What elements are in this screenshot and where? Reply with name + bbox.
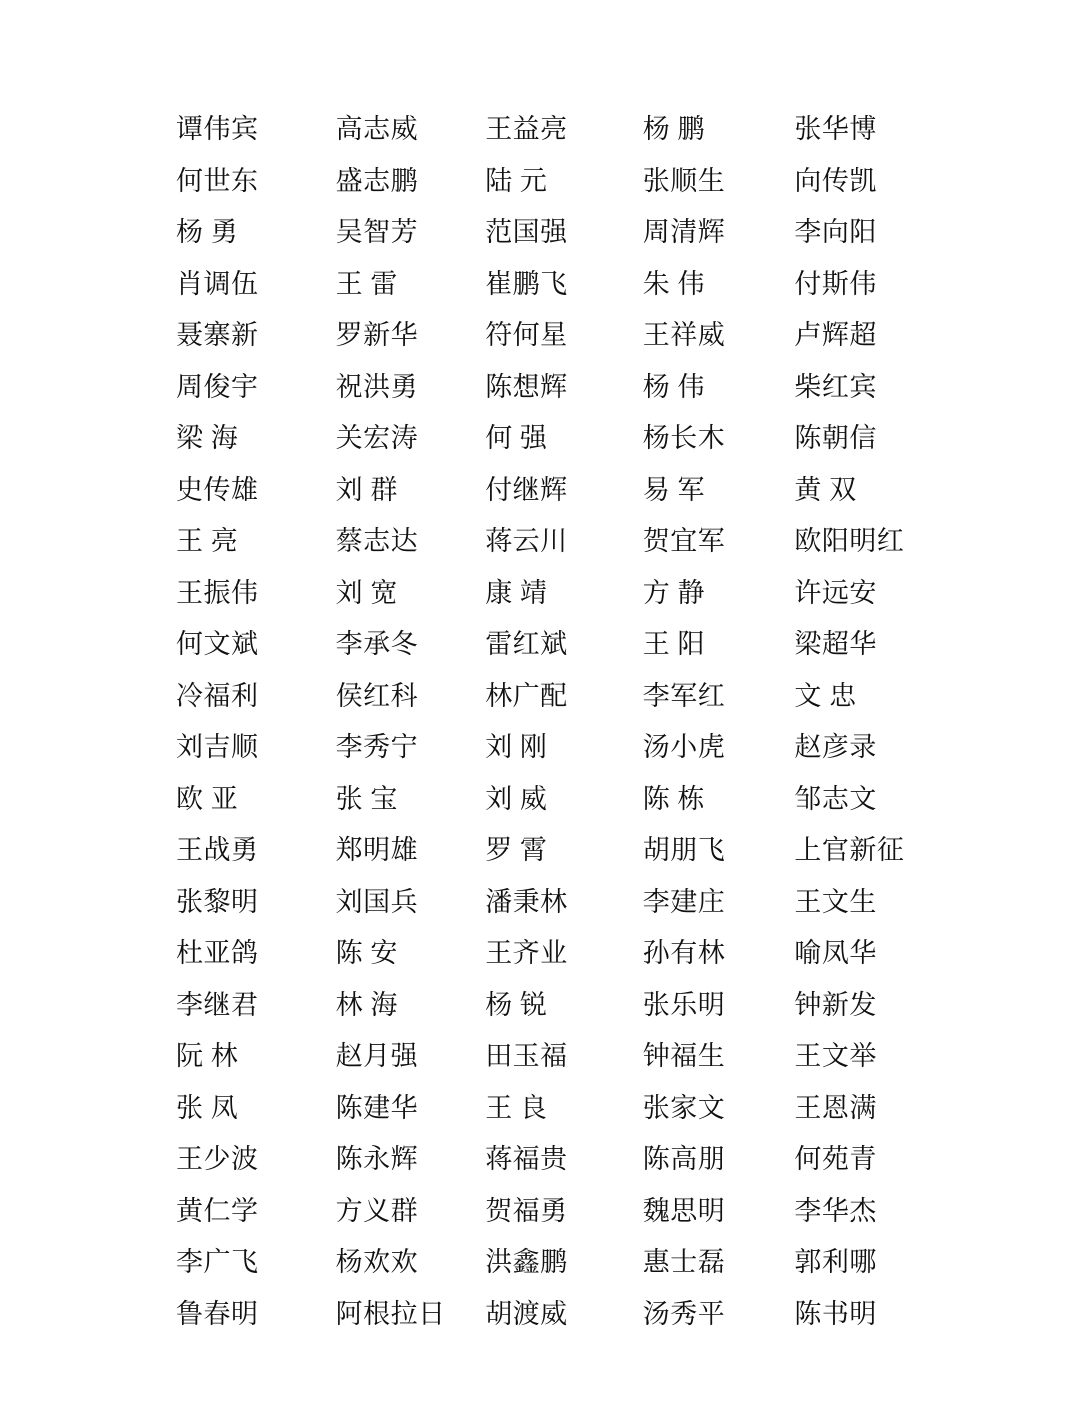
name-cell: 王 良 (485, 1092, 548, 1123)
name-cell: 杨 鹏 (642, 114, 706, 144)
name-cell: 黄 双 (794, 474, 857, 505)
name-cell: 周清辉 (642, 217, 726, 247)
name-cell: 蒋云川 (485, 526, 568, 556)
name-cell: 王齐业 (485, 938, 568, 968)
name-cell: 邹志文 (794, 783, 877, 814)
name-cell: 何文斌 (176, 629, 259, 659)
name-cell: 冷福利 (176, 680, 259, 711)
name-cell: 康 靖 (485, 577, 548, 608)
name-cell: 杨 伟 (642, 371, 706, 402)
name-cell: 范国强 (485, 217, 568, 247)
name-cell: 喻凤华 (794, 938, 877, 968)
name-cell: 周俊宇 (176, 371, 259, 402)
name-cell: 李秀宁 (335, 732, 419, 762)
name-cell: 欧 亚 (176, 783, 239, 814)
name-cell: 崔鹏飞 (485, 268, 568, 299)
name-cell: 王祥威 (642, 320, 726, 350)
name-cell: 欧阳明红 (794, 526, 905, 556)
name-cell: 张乐明 (642, 989, 726, 1020)
name-cell: 陈 安 (335, 938, 398, 968)
name-cell: 蒋福贵 (485, 1144, 568, 1174)
name-cell: 陈高朋 (642, 1144, 726, 1174)
name-cell: 罗新华 (335, 320, 419, 350)
name-cell: 盛志鹏 (335, 165, 419, 196)
name-cell: 贺宜军 (642, 526, 726, 556)
name-cell: 王振伟 (176, 577, 259, 608)
name-cell: 王 阳 (642, 629, 706, 659)
name-cell: 张华博 (794, 114, 877, 144)
name-cell: 卢辉超 (794, 320, 877, 350)
name-cell: 郑明雄 (335, 835, 419, 865)
name-cell: 洪鑫鹏 (485, 1247, 568, 1277)
name-cell: 贺福勇 (485, 1195, 568, 1226)
name-cell: 张 宝 (335, 783, 398, 814)
name-cell: 祝洪勇 (335, 371, 419, 402)
name-cell: 阮 林 (176, 1041, 239, 1071)
name-cell: 王文举 (794, 1041, 877, 1071)
name-cell: 李华杰 (794, 1195, 877, 1226)
name-cell: 王恩满 (794, 1092, 877, 1123)
name-cell: 黄仁学 (176, 1195, 259, 1226)
name-cell: 刘吉顺 (176, 732, 259, 762)
name-cell: 何世东 (176, 165, 259, 196)
name-cell: 刘 宽 (335, 577, 398, 608)
name-cell: 王战勇 (176, 835, 259, 865)
name-cell: 林 海 (335, 989, 398, 1020)
name-cell: 钟新发 (794, 989, 877, 1020)
name-cell: 陈永辉 (335, 1144, 419, 1174)
name-cell: 胡渡威 (485, 1298, 568, 1329)
name-cell: 杨长木 (642, 423, 726, 453)
name-cell: 陈朝信 (794, 423, 877, 453)
name-cell: 许远安 (794, 577, 877, 608)
name-cell: 符何星 (485, 320, 568, 350)
name-cell: 陈 栋 (642, 783, 706, 814)
name-cell: 朱 伟 (642, 268, 706, 299)
name-cell: 柴红宾 (794, 371, 877, 402)
name-cell: 惠士磊 (642, 1247, 726, 1277)
name-cell: 关宏涛 (335, 423, 419, 453)
name-cell: 刘 威 (485, 783, 548, 814)
name-cell: 刘国兵 (335, 886, 419, 917)
name-cell: 汤小虎 (642, 732, 726, 762)
name-cell: 张黎明 (176, 886, 259, 917)
name-cell: 杨 锐 (485, 989, 548, 1020)
name-cell: 聂寨新 (176, 320, 259, 350)
name-cell: 陆 元 (485, 165, 548, 196)
name-cell: 方 静 (642, 577, 706, 608)
name-cell: 林广配 (485, 680, 568, 711)
name-cell: 李军红 (642, 680, 726, 711)
name-cell: 侯红科 (335, 680, 419, 711)
name-cell: 田玉福 (485, 1041, 568, 1071)
name-cell: 胡朋飞 (642, 835, 726, 865)
name-cell: 陈建华 (335, 1092, 419, 1123)
name-cell: 蔡志达 (335, 526, 419, 556)
name-cell: 杜亚鸽 (176, 938, 259, 968)
name-cell: 杨欢欢 (335, 1247, 419, 1277)
name-cell: 张家文 (642, 1092, 726, 1123)
name-cell: 张 凤 (176, 1092, 239, 1123)
name-cell: 高志威 (335, 114, 419, 144)
name-cell: 梁超华 (794, 629, 877, 659)
name-cell: 赵彦录 (794, 732, 877, 762)
name-cell: 史传雄 (176, 474, 259, 505)
name-cell: 吴智芳 (335, 217, 419, 247)
name-cell: 刘 群 (335, 474, 398, 505)
name-cell: 王益亮 (485, 114, 568, 144)
name-cell: 梁 海 (176, 423, 239, 453)
name-cell: 赵月强 (335, 1041, 419, 1071)
name-cell: 魏思明 (642, 1195, 726, 1226)
name-cell: 刘 刚 (485, 732, 548, 762)
name-cell: 肖调伍 (176, 268, 259, 299)
name-cell: 王 亮 (176, 526, 239, 556)
name-cell: 向传凯 (794, 165, 877, 196)
name-cell: 上官新征 (794, 835, 905, 865)
name-cell: 谭伟宾 (176, 114, 259, 144)
name-cell: 李建庄 (642, 886, 726, 917)
name-cell: 钟福生 (642, 1041, 726, 1071)
name-grid (150, 104, 918, 1340)
name-cell: 汤秀平 (642, 1298, 726, 1329)
name-cell: 陈书明 (794, 1298, 877, 1329)
name-cell: 李继君 (176, 989, 259, 1020)
name-cell: 潘秉林 (485, 886, 568, 917)
name-cell: 阿根拉日 (335, 1298, 446, 1329)
name-cell: 何 强 (485, 423, 548, 453)
name-cell: 李广飞 (176, 1247, 259, 1277)
name-cell: 郭利哪 (794, 1247, 877, 1277)
name-cell: 王少波 (176, 1144, 259, 1174)
name-cell: 方义群 (335, 1195, 419, 1226)
name-cell: 陈想辉 (485, 371, 568, 402)
name-cell: 李承冬 (335, 629, 419, 659)
name-cell: 文 忠 (794, 680, 857, 711)
name-cell: 孙有林 (642, 938, 726, 968)
name-cell: 杨 勇 (176, 217, 239, 247)
name-cell: 张顺生 (642, 165, 726, 196)
name-cell: 易 军 (642, 474, 706, 505)
name-cell: 鲁春明 (176, 1298, 259, 1329)
name-cell: 雷红斌 (485, 629, 568, 659)
name-cell: 罗 霄 (485, 835, 548, 865)
name-cell: 付斯伟 (794, 268, 877, 299)
name-cell: 李向阳 (794, 217, 877, 247)
name-cell: 王 雷 (335, 268, 398, 299)
name-cell: 何苑青 (794, 1144, 877, 1174)
name-cell: 王文生 (794, 886, 877, 917)
name-cell: 付继辉 (485, 474, 568, 505)
